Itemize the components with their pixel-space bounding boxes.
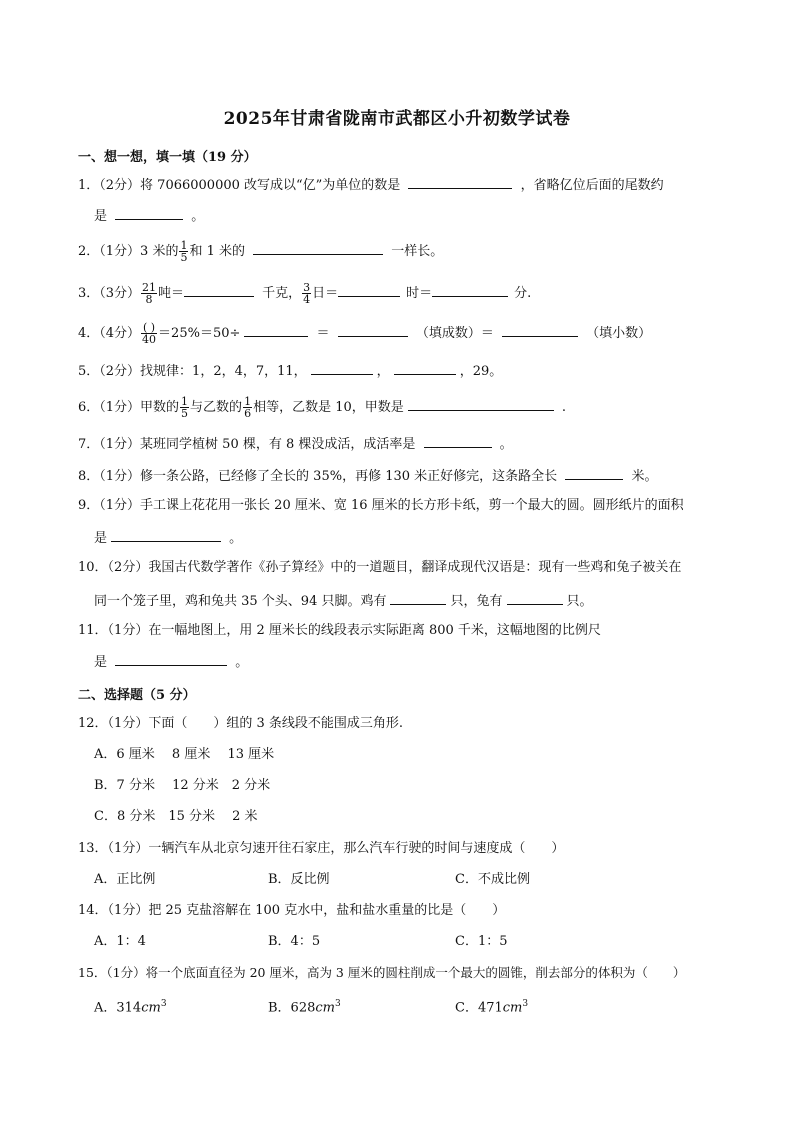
answer-blank[interactable] — [311, 360, 373, 375]
question-7: 7．（1分）某班同学植树 50 棵，有 8 棵没成活，成活率是 。 — [78, 433, 513, 455]
answer-blank[interactable] — [115, 205, 183, 220]
fraction: $\frac{3}{4}$ — [303, 281, 311, 306]
answer-blank[interactable] — [424, 433, 492, 448]
question-1: 1．（2分）将 7066000000 改写成以“亿”为单位的数是 ，省略亿位后面的尾数约 — [78, 174, 664, 196]
question-4: 4．（4分） $\frac{( )}{40}$ ＝25%＝50÷ ＝ （填成数）＝ （填小数） — [78, 321, 652, 346]
option-a[interactable]: A．$314cm^3$ — [94, 999, 167, 1016]
answer-blank[interactable] — [338, 282, 400, 297]
fraction: $\frac{1}{6}$ — [244, 395, 252, 420]
option-a[interactable]: A．6 厘米 8 厘米 13 厘米 — [94, 747, 275, 762]
fraction: $\frac{( )}{40}$ — [142, 321, 157, 346]
question-2: 2．（1分）3 米的 $\frac{1}{5}$ 和 1 米的 一样长。 — [78, 239, 444, 264]
answer-blank[interactable] — [408, 396, 554, 411]
answer-blank[interactable] — [390, 590, 446, 605]
option-a[interactable]: A．正比例 — [94, 872, 156, 887]
question-14: 14．（1分）把 25 克盐溶解在 100 克水中，盐和盐水重量的比是（ ） — [78, 903, 506, 918]
answer-blank[interactable] — [244, 322, 308, 337]
question-5: 5．（2分）找规律：1，2，4，7，11， ， ，29。 — [78, 360, 502, 382]
question-8: 8．（1分）修一条公路，已经修了全长的 35%，再修 130 米正好修完，这条路全长 米。 — [78, 465, 657, 487]
section-2-heading: 二、选择题（5 分） — [78, 688, 196, 703]
option-c[interactable]: C．$471cm^3$ — [455, 999, 529, 1016]
option-b[interactable]: B．7 分米 12 分米 2 分米 — [94, 778, 271, 793]
answer-blank[interactable] — [184, 282, 254, 297]
answer-blank[interactable] — [565, 465, 623, 480]
question-10: 10．（2分）我国古代数学著作《孙子算经》中的一道题目，翻译成现代汉语是：现有一些鸡和兔子被关在 — [78, 560, 682, 575]
option-b[interactable]: B．反比例 — [268, 872, 330, 887]
answer-blank[interactable] — [394, 360, 456, 375]
question-9-cont: 是 。 — [94, 527, 242, 549]
answer-blank[interactable] — [115, 651, 227, 666]
section-1-heading: 一、想一想，填一填（19 分） — [78, 150, 257, 165]
answer-blank[interactable] — [408, 174, 512, 189]
question-10-cont: 同一个笼子里，鸡和兔共 35 个头、94 只脚。鸡有 只，兔有 只。 — [94, 590, 593, 612]
option-c[interactable]: C．1：5 — [455, 934, 508, 949]
page-title: 2025年甘肃省陇南市武都区小升初数学试卷 — [223, 109, 571, 129]
question-11: 11．（1分）在一幅地图上，用 2 厘米长的线段表示实际距离 800 千米，这幅地图的比例尺 — [78, 623, 601, 638]
question-6: 6．（1分）甲数的 $\frac{1}{5}$ 与乙数的 $\frac{1}{6}$ 相等，乙数是 10，甲数是 . — [78, 395, 567, 420]
question-11-cont: 是 。 — [94, 651, 248, 673]
option-c[interactable]: C．8 分米 15 分米 2 米 — [94, 809, 258, 824]
option-a[interactable]: A．1：4 — [94, 934, 146, 949]
answer-blank[interactable] — [502, 322, 578, 337]
question-3: 3．（3分） $\frac{21}{8}$ 吨＝ 千克， $\frac{3}{4}$ 日＝ 时＝ 分. — [78, 281, 532, 306]
answer-blank[interactable] — [432, 282, 508, 297]
fraction: $\frac{1}{5}$ — [180, 239, 188, 264]
question-12: 12．（1分）下面（ ）组的 3 条线段不能围成三角形. — [78, 716, 403, 731]
question-1-cont: 是 。 — [94, 205, 204, 227]
question-9: 9．（1分）手工课上花花用一张长 20 厘米、宽 16 厘米的长方形卡纸，剪一个最大的圆。圆形纸片的面积 — [78, 498, 684, 513]
option-b[interactable]: B．$628cm^3$ — [268, 999, 341, 1016]
question-15: 15．（1分）将一个底面直径为 20 厘米，高为 3 厘米的圆柱削成一个最大的圆锥，削去部分的体积为（ ） — [78, 965, 686, 980]
fraction: $\frac{1}{5}$ — [181, 395, 189, 420]
question-13: 13．（1分）一辆汽车从北京匀速开往石家庄，那么汽车行驶的时间与速度成（ ） — [78, 841, 565, 856]
option-b[interactable]: B．4：5 — [268, 934, 321, 949]
answer-blank[interactable] — [338, 322, 408, 337]
option-c[interactable]: C．不成比例 — [455, 872, 530, 887]
answer-blank[interactable] — [253, 240, 383, 255]
answer-blank[interactable] — [111, 527, 221, 542]
fraction: $\frac{21}{8}$ — [142, 281, 157, 306]
answer-blank[interactable] — [507, 590, 563, 605]
